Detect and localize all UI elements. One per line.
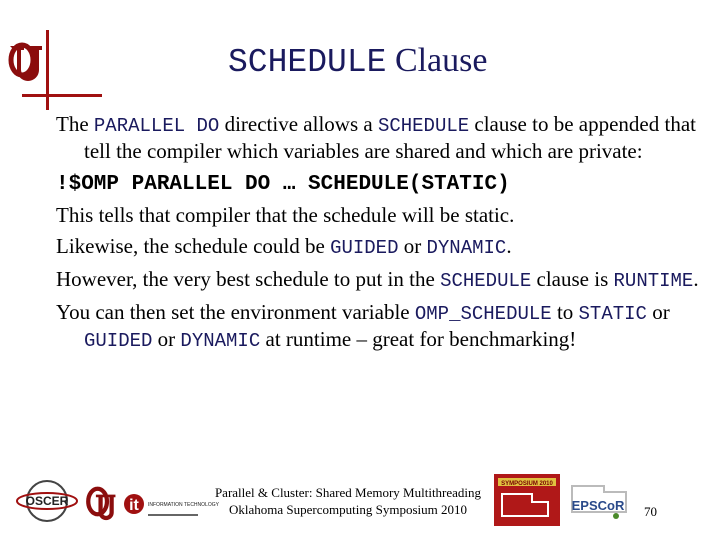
symposium-logo-icon (494, 474, 560, 526)
epscor-logo-label: EPSCoR (571, 498, 625, 513)
code-line: !$OMP PARALLEL DO … SCHEDULE(STATIC) (56, 173, 510, 196)
code-paragraph (56, 170, 706, 197)
code-run: OMP_SCHEDULE (414, 303, 552, 325)
ou-logo-icon (6, 40, 46, 86)
code-run: DYNAMIC (180, 330, 261, 352)
oscer-logo-label: OSCER (25, 494, 69, 508)
symposium-logo-label: SYMPOSIUM 2010 (501, 481, 553, 487)
epscor-logo-icon (562, 478, 634, 524)
it-logo-icon (120, 484, 219, 526)
text-run: to (551, 300, 579, 324)
code-run: GUIDED (84, 330, 153, 352)
text-run: clause to be appended that tell the compiler which variables are shared and which are private: (84, 112, 696, 163)
oscer-logo-icon (14, 478, 80, 524)
page-number: 70 (644, 504, 657, 519)
code-run: SCHEDULE (440, 270, 532, 292)
text-run: or (152, 327, 181, 351)
code-run: SCHEDULE (377, 115, 470, 137)
it-logo-sub: INFORMATION TECHNOLOGY (148, 502, 219, 508)
code-run: RUNTIME (613, 270, 694, 292)
text-run: at runtime – great for benchmarking! (260, 327, 577, 351)
page-title (228, 40, 487, 84)
code-run: GUIDED (330, 237, 399, 259)
text-run: directive allows a (219, 112, 378, 136)
header-vertical-rule (46, 30, 49, 110)
bullet-paragraph (56, 203, 706, 228)
ou-footer-logo-icon (84, 482, 118, 526)
text-run: or (398, 234, 427, 258)
footer-line-1: Parallel & Cluster: Shared Memory Multithreading (214, 485, 482, 500)
header-horizontal-rule (22, 94, 102, 97)
text-run: This tells that compiler that the schedule will be static. (56, 203, 515, 227)
code-run: STATIC (578, 303, 647, 325)
bullet-paragraph (56, 234, 706, 261)
text-run: However, the very best schedule to put in the (56, 267, 441, 291)
footer-caption (196, 484, 500, 518)
text-run: or (646, 300, 670, 324)
bullet-paragraph (56, 112, 706, 164)
bullet-paragraph (56, 267, 706, 294)
text-run: clause is (531, 267, 614, 291)
title-code: SCHEDULE (228, 44, 387, 81)
title-text: Clause (386, 42, 488, 79)
text-run: . (693, 267, 699, 291)
slide-body (56, 112, 706, 354)
text-run: The (56, 112, 94, 136)
code-run: DYNAMIC (426, 237, 507, 259)
text-run: . (506, 234, 512, 258)
text-run: Likewise, the schedule could be (56, 234, 331, 258)
bullet-paragraph (56, 300, 706, 354)
it-logo-label: it (129, 497, 139, 514)
text-run: You can then set the environment variable (56, 300, 415, 324)
footer-line-2: Oklahoma Supercomputing Symposium 2010 (229, 502, 467, 517)
code-run: PARALLEL DO (93, 115, 220, 137)
